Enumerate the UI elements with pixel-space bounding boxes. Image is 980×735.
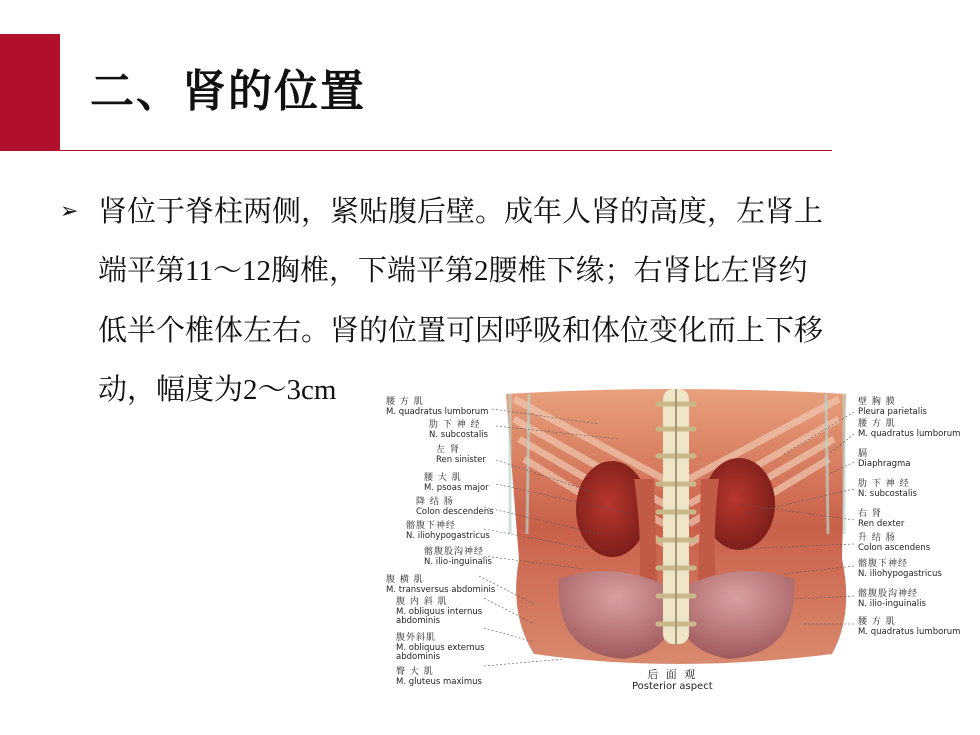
label-right-8: 髂腹股沟神经 N. ilio-inguinalis [858,589,926,609]
label-right-9: 腰 方 肌 M. quadratus lumborum [858,617,961,637]
label-left-5: 降 结 肠 Colon descendens [416,497,494,517]
slide-title: 二、肾的位置 [90,66,366,117]
figure-caption: 后 面 观 Posterior aspect [632,668,713,692]
label-left-10: 腹外斜肌 M. obliquus externus abdominis [396,633,485,662]
paragraph-line-4: 动，幅度为2～3cm [98,372,337,406]
label-left-8: 腹 横 肌 M. transversus abdominis [386,575,496,595]
label-left-1: 腰 方 肌 M. quadratus lumborum [386,397,489,417]
paragraph-line-2: 端平第11～12胸椎，下端平第2腰椎下缘；右肾比左肾约 [98,253,808,287]
label-left-11: 臀 大 肌 M. gluteus maximus [396,667,482,687]
label-right-3: 膈 Diaphragma [858,449,911,469]
label-left-2: 肋 下 神 经 N. subcostalis [429,420,488,440]
label-right-7: 髂腹下神经 N. iliohypogastricus [858,559,942,579]
label-left-4: 腰 大 肌 M. psoas major [424,473,489,493]
label-right-2: 腰 方 肌 M. quadratus lumborum [858,419,961,439]
label-left-3: 左 肾 Ren sinister [436,445,486,465]
label-right-4: 肋 下 神 经 N. subcostalis [858,479,917,499]
paragraph-line-3: 低半个椎体左右。肾的位置可因呼吸和体位变化而上下移 [98,313,824,347]
kidney-posterior-figure [384,384,962,704]
label-left-7: 髂腹股沟神经 N. ilio-inguinalis [424,547,492,567]
label-right-5: 右 肾 Ren dexter [858,509,905,529]
paragraph-line-1: ➢ 肾位于脊柱两侧，紧贴腹后壁。成年人肾的高度，左肾上 [60,182,940,241]
title-divider [60,150,832,151]
title-accent-bar [0,34,60,151]
arrow-bullet-icon: ➢ [60,199,79,224]
label-left-6: 髂腹下神经 N. iliohypogastricus [406,521,490,541]
label-left-9: 腹 内 斜 肌 M. obliquus internus abdominis [396,597,483,626]
label-right-6: 升 结 肠 Colon ascendens [858,533,931,553]
label-right-1: 壁 胸 膜 Pleura parietalis [858,397,927,417]
